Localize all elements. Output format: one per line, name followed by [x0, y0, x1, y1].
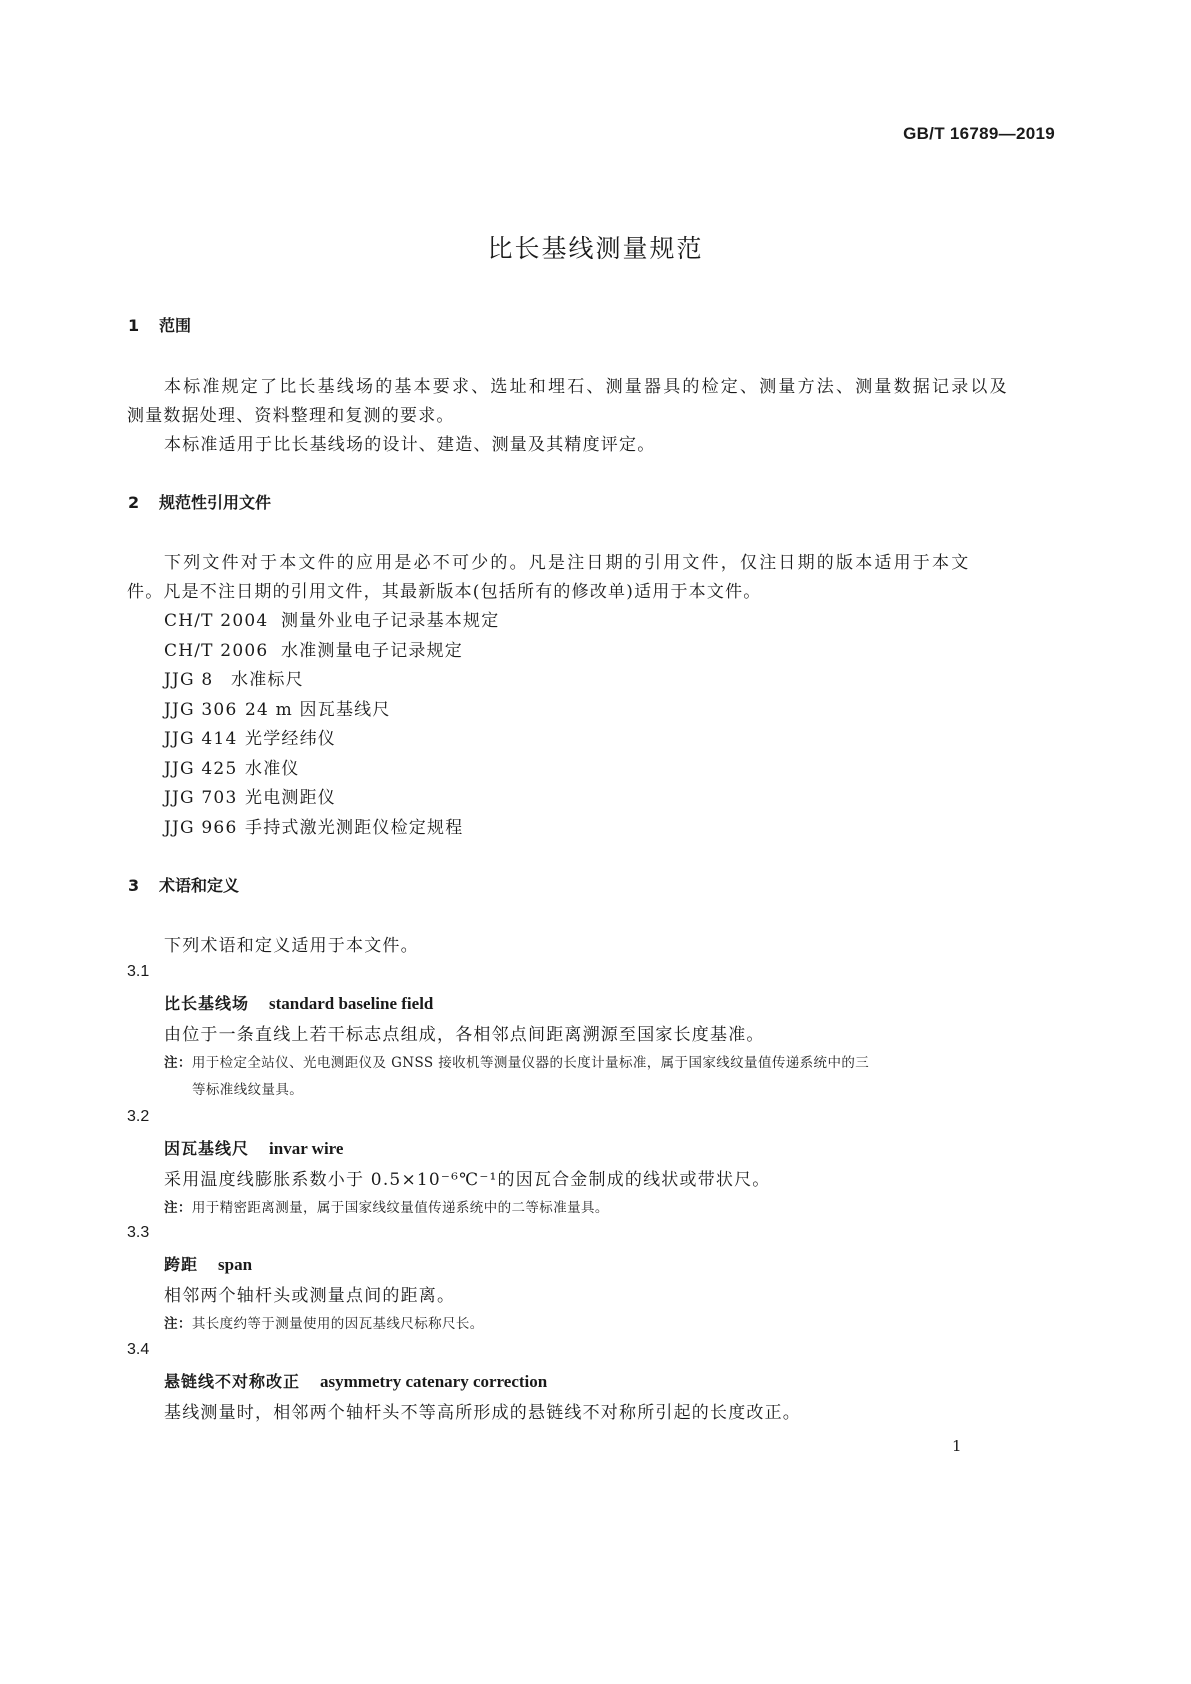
reference-item [164, 724, 336, 749]
reference-item [164, 636, 463, 661]
reference-item [164, 695, 391, 720]
term-number: 3.2 [127, 1108, 150, 1125]
term-chinese: 悬链线不对称改正 [164, 1372, 301, 1391]
page-number: 1 [952, 1437, 962, 1455]
term-chinese: 跨距 [164, 1255, 199, 1274]
reference-title: 水准测量电子记录规定 [281, 641, 463, 661]
note-text: 其长度约等于测量使用的因瓦基线尺标称尺长。 [191, 1316, 484, 1332]
reference-item [164, 754, 300, 779]
note-text: 用于检定全站仪、光电测距仪及 GNSS 接收机等测量仪器的长度计量标准，属于国家线纹量值传递系统中的三 [191, 1055, 870, 1071]
reference-title: 水准仪 [245, 759, 300, 779]
section-number: 2 [128, 493, 140, 512]
section-title: 规范性引用文件 [159, 493, 272, 512]
term-chinese: 比长基线场 [164, 994, 250, 1013]
term-english: standard baseline field [269, 994, 434, 1013]
reference-title: 光学经纬仪 [245, 729, 336, 749]
term-heading [164, 1252, 252, 1275]
term-note [164, 1196, 609, 1216]
reference-title: 测量外业电子记录基本规定 [281, 611, 500, 631]
term-definition: 基线测量时，相邻两个轴杆头不等高所形成的悬链线不对称所引起的长度改正。 [164, 1403, 801, 1423]
term-definition: 相邻两个轴杆头或测量点间的距离。 [164, 1286, 456, 1306]
reference-item [164, 813, 463, 838]
reference-title: 水准标尺 [231, 670, 304, 690]
standard-code: GB/T 16789—2019 [903, 124, 1055, 143]
term-english: invar wire [269, 1139, 344, 1158]
note-label: 注： [164, 1200, 192, 1216]
reference-title: 24 m 因瓦基线尺 [245, 700, 391, 720]
section-2-paragraph-line-2: 件。凡是不注日期的引用文件，其最新版本(包括所有的修改单)适用于本文件。 [127, 582, 762, 602]
term-number: 3.1 [127, 963, 150, 980]
section-number: 1 [128, 316, 140, 335]
section-1-paragraph-1-line-1: 本标准规定了比长基线场的基本要求、选址和埋石、测量器具的检定、测量方法、测量数据记录以及 [164, 377, 1009, 397]
section-title: 术语和定义 [159, 876, 240, 895]
term-heading [164, 1369, 547, 1392]
term-note [164, 1051, 869, 1071]
reference-code: JJG 8 [164, 670, 214, 690]
section-2-heading [128, 490, 271, 513]
reference-code: CH/T 2004 [164, 611, 269, 631]
term-chinese: 因瓦基线尺 [164, 1139, 250, 1158]
term-english: span [218, 1255, 253, 1274]
section-3-intro: 下列术语和定义适用于本文件。 [164, 936, 419, 956]
reference-code: JJG 414 [164, 729, 238, 749]
term-heading [164, 1136, 343, 1159]
term-definition: 由位于一条直线上若干标志点组成，各相邻点间距离溯源至国家长度基准。 [164, 1025, 765, 1045]
reference-code: JJG 703 [164, 788, 238, 808]
reference-title: 手持式激光测距仪检定规程 [245, 818, 464, 838]
note-label: 注： [164, 1316, 192, 1332]
reference-title: 光电测距仪 [245, 788, 336, 808]
note-label: 注： [164, 1055, 192, 1071]
reference-item [164, 606, 499, 631]
term-definition: 采用温度线膨胀系数小于 0.5×10⁻⁶℃⁻¹的因瓦合金制成的线状或带状尺。 [164, 1170, 771, 1190]
reference-item [164, 783, 336, 808]
section-number: 3 [128, 876, 140, 895]
term-note [164, 1312, 484, 1332]
reference-item [164, 665, 304, 690]
section-2-paragraph-line-1: 下列文件对于本文件的应用是必不可少的。凡是注日期的引用文件，仅注日期的版本适用于本文 [164, 553, 971, 573]
section-1-paragraph-1-line-2: 测量数据处理、资料整理和复测的要求。 [127, 406, 455, 426]
section-title: 范围 [159, 316, 192, 335]
reference-code: CH/T 2006 [164, 641, 269, 661]
term-english: asymmetry catenary correction [320, 1372, 548, 1391]
document-title: 比长基线测量规范 [487, 234, 704, 263]
reference-code: JJG 966 [164, 818, 238, 838]
term-number: 3.3 [127, 1224, 150, 1241]
term-number: 3.4 [127, 1341, 150, 1358]
note-text: 用于精密距离测量，属于国家线纹量值传递系统中的二等标准量具。 [191, 1200, 609, 1216]
section-3-heading [128, 873, 239, 896]
section-1-paragraph-2: 本标准适用于比长基线场的设计、建造、测量及其精度评定。 [164, 435, 656, 455]
reference-code: JJG 425 [164, 759, 238, 779]
term-note-continuation: 等标准线纹量具。 [192, 1082, 304, 1098]
section-1-heading [128, 313, 191, 336]
reference-code: JJG 306 [164, 700, 238, 720]
term-heading [164, 991, 433, 1014]
